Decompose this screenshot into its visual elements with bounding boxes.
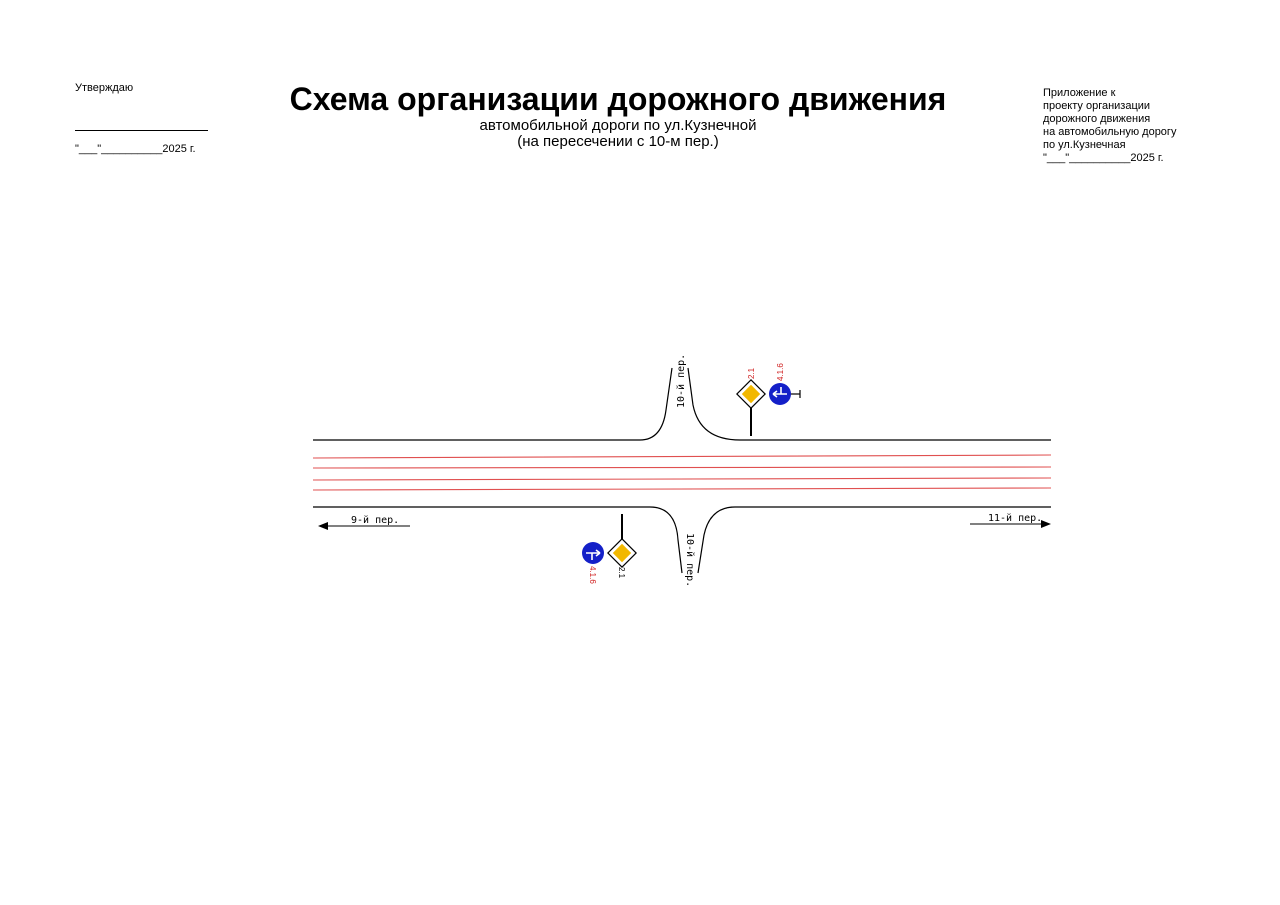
- subtitle-crossing: (на пересечении с 10-м пер.): [517, 133, 719, 150]
- direction-arrow-east: [970, 512, 1051, 528]
- go-straight-or-left-sign: [769, 383, 791, 405]
- appendix-line: дорожного движения: [1043, 113, 1151, 125]
- approve-label: Утверждаю: [75, 82, 134, 94]
- sign-group-north: [737, 363, 800, 436]
- lane-markings: [313, 455, 1051, 490]
- arrow-left-icon: [318, 522, 328, 530]
- appendix-line: по ул.Кузнечная: [1043, 139, 1126, 151]
- sign-code-4-1-6-north: 4.1.6: [776, 363, 785, 381]
- page-title: Схема организации дорожного движения: [289, 81, 947, 117]
- label-10-per-north: 10-й пер.: [676, 353, 687, 408]
- lane-line: [313, 455, 1051, 458]
- appendix-line: проекту организации: [1043, 100, 1151, 112]
- road-edge-north-west: [313, 368, 672, 440]
- appendix-line: на автомобильную дорогу: [1043, 126, 1177, 138]
- lane-line: [313, 478, 1051, 480]
- sign-code-2-1-north: 2.1: [747, 367, 756, 379]
- approve-date: "___"__________2025 г.: [75, 143, 196, 155]
- lane-line: [313, 467, 1051, 468]
- appendix-line: Приложение к: [1043, 87, 1116, 99]
- sign-code-2-1-south: 2.1: [617, 567, 626, 579]
- direction-arrow-west: [318, 514, 410, 530]
- subtitle-road: автомобильной дороги по ул.Кузнечной: [479, 117, 757, 134]
- lane-line: [313, 488, 1051, 490]
- main-road-sign: [608, 539, 636, 567]
- road-edge-north-east: [688, 368, 1051, 440]
- go-straight-or-left-sign: [582, 542, 604, 564]
- arrow-right-icon: [1041, 520, 1051, 528]
- label-10-per-south: 10-й пер.: [684, 533, 695, 588]
- label-9-per: 9-й пер.: [351, 515, 400, 526]
- appendix-date: "___"__________2025 г.: [1043, 152, 1164, 164]
- main-road-sign: [737, 380, 765, 408]
- sign-code-4-1-6-south: 4.1.6: [588, 566, 597, 584]
- label-11-per: 11-й пер.: [988, 513, 1043, 524]
- sign-group-south: [582, 514, 636, 584]
